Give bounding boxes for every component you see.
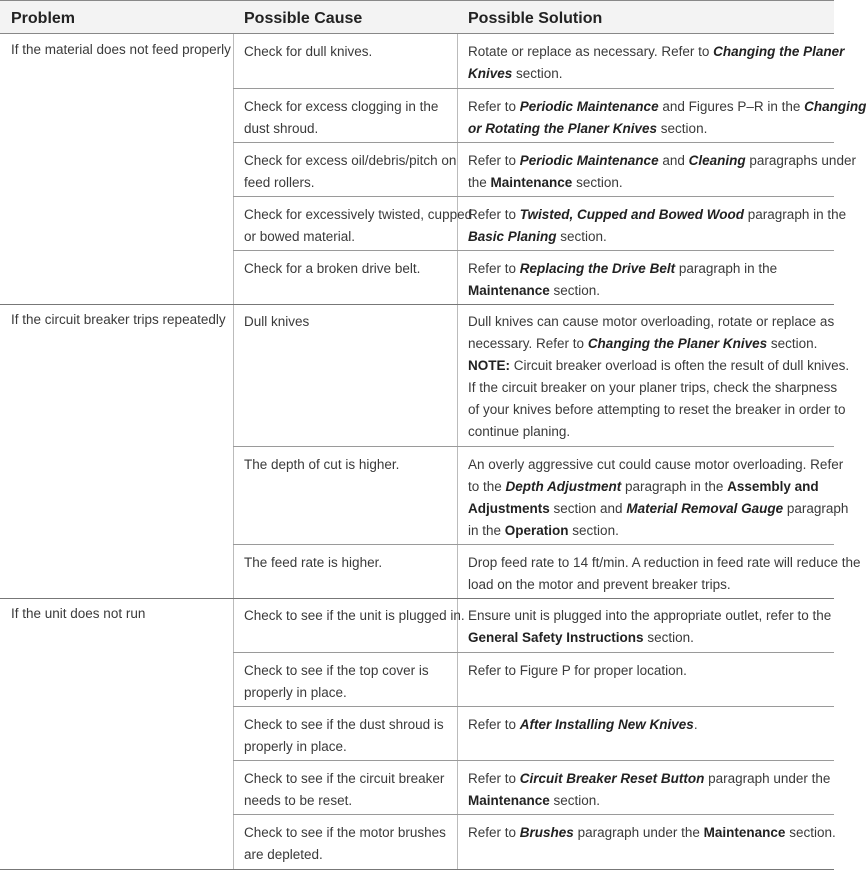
solution-text: Maintenance	[490, 175, 573, 190]
solution-text: section.	[549, 283, 601, 298]
solution-line	[468, 204, 847, 226]
possible-cause	[244, 660, 449, 704]
solution-text: section.	[568, 523, 619, 538]
solution-text: Drop feed rate to 14 ft/min. A reduction in feed rate will reduce the	[468, 555, 861, 570]
solution-text: Changing the Planer	[713, 44, 845, 59]
solution-line	[468, 311, 835, 333]
cause-line: Check to see if the dust shroud is	[244, 717, 444, 732]
cause-line: needs to be reset.	[244, 793, 353, 808]
solution-text: paragraph under the	[704, 771, 831, 786]
solution-text: Ensure unit is plugged into the appropriate outlet, refer to the	[468, 608, 832, 623]
group-divider	[0, 304, 834, 305]
solution-text: Dull knives can cause motor overloading, rotate or replace as	[468, 314, 835, 329]
possible-solution	[468, 96, 866, 140]
possible-solution	[468, 822, 836, 844]
cause-line: feed rollers.	[244, 175, 315, 190]
solution-text: Maintenance	[703, 825, 786, 840]
problem-label: If the circuit breaker trips repeatedly	[11, 312, 226, 327]
solution-text: Refer to	[468, 717, 520, 732]
cause-line: The depth of cut is higher.	[244, 457, 400, 472]
table-row	[233, 196, 847, 244]
table-row	[233, 814, 836, 862]
possible-solution	[468, 768, 831, 812]
solution-text: Material Removal Gauge	[626, 501, 784, 516]
solution-line	[468, 96, 866, 118]
cause-line: properly in place.	[244, 685, 347, 700]
cause-line: Check to see if the motor brushes	[244, 825, 446, 840]
solution-text: paragraphs under	[745, 153, 856, 168]
possible-cause	[244, 768, 449, 812]
solution-text: Changing the Planer Knives	[587, 336, 768, 351]
solution-line	[468, 118, 828, 140]
solution-text: After Installing New Knives	[519, 717, 694, 732]
cause-line: Check for excess clogging in the	[244, 99, 439, 114]
possible-solution	[468, 552, 861, 596]
solution-text: section and	[549, 501, 627, 516]
solution-text: section.	[643, 630, 694, 645]
solution-text: load on the motor and prevent breaker trips.	[468, 577, 731, 592]
solution-line	[468, 258, 828, 280]
solution-text: paragraph	[783, 501, 849, 516]
solution-line	[468, 520, 828, 542]
solution-text: to the	[468, 479, 506, 494]
solution-text: General Safety Instructions	[468, 630, 644, 645]
cause-line: The feed rate is higher.	[244, 555, 383, 570]
solution-text: Refer to	[468, 771, 520, 786]
solution-text: in the	[468, 523, 505, 538]
solution-text: Assembly and	[727, 479, 819, 494]
table-row	[233, 250, 834, 298]
solution-text: paragraph in the	[744, 207, 847, 222]
solution-line	[468, 768, 831, 790]
possible-solution	[468, 605, 832, 649]
possible-cause	[244, 454, 449, 476]
solution-text: and Figures P–R in the	[658, 99, 805, 114]
table-row	[233, 706, 834, 754]
solution-text: or Rotating the Planer Knives	[468, 121, 658, 136]
cause-line: Check for dull knives.	[244, 44, 373, 59]
cause-line: or bowed material.	[244, 229, 356, 244]
solution-line	[468, 399, 846, 421]
column-divider	[233, 34, 234, 869]
solution-line	[468, 377, 838, 399]
solution-text: section.	[785, 825, 836, 840]
solution-text: section.	[512, 66, 563, 81]
solution-line	[468, 421, 828, 443]
table-row	[233, 142, 856, 190]
possible-solution	[468, 204, 847, 248]
solution-text: Refer to	[468, 153, 520, 168]
solution-text: section.	[767, 336, 818, 351]
cause-line: properly in place.	[244, 739, 347, 754]
solution-text: Maintenance	[468, 793, 550, 808]
table-bottom-rule	[0, 869, 834, 870]
solution-text: Refer to Figure P for proper location.	[468, 663, 687, 678]
solution-text: Basic Planing	[468, 229, 557, 244]
possible-solution	[468, 660, 828, 682]
header-possible-solution: Possible Solution	[468, 10, 603, 27]
column-divider	[457, 34, 458, 869]
solution-text: .	[693, 717, 698, 732]
header-problem: Problem	[11, 10, 76, 27]
possible-cause	[244, 150, 457, 194]
solution-line	[468, 574, 828, 596]
solution-text: Operation	[504, 523, 569, 538]
solution-text: section.	[549, 793, 601, 808]
solution-text: Circuit Breaker Reset Button	[519, 771, 705, 786]
cause-line: Dull knives	[244, 314, 310, 329]
possible-cause	[244, 258, 449, 280]
solution-line	[468, 714, 828, 736]
header-possible-cause: Possible Cause	[244, 10, 363, 27]
solution-line	[468, 552, 861, 574]
solution-text: If the circuit breaker on your planer trips, check the sharpness	[468, 380, 838, 395]
possible-cause	[244, 552, 449, 574]
cause-line: Check for excess oil/debris/pitch on	[244, 153, 457, 168]
table-header	[0, 0, 834, 34]
solution-text: of your knives before attempting to reset the breaker in order to	[468, 402, 846, 417]
solution-text: Replacing the Drive Belt	[519, 261, 676, 276]
solution-line	[468, 226, 828, 248]
solution-text: paragraph in the	[675, 261, 778, 276]
solution-line	[468, 476, 828, 498]
possible-cause	[244, 605, 465, 627]
solution-text: Periodic Maintenance	[519, 99, 659, 114]
possible-solution	[468, 258, 828, 302]
table-row	[233, 446, 849, 538]
problem-label: If the unit does not run	[11, 606, 146, 621]
solution-text: the	[468, 175, 491, 190]
cause-line: Check to see if the top cover is	[244, 663, 429, 678]
possible-cause	[244, 714, 449, 758]
cause-line: Check for excessively twisted, cupped	[244, 207, 473, 222]
solution-line	[468, 454, 844, 476]
solution-text: Twisted, Cupped and Bowed Wood	[519, 207, 745, 222]
solution-text: paragraph under the	[573, 825, 704, 840]
solution-text: Refer to	[468, 261, 520, 276]
table-row	[233, 544, 861, 592]
cause-line: Check to see if the circuit breaker	[244, 771, 445, 786]
solution-text: Refer to	[468, 207, 520, 222]
solution-line	[468, 333, 828, 355]
solution-text: continue planing.	[468, 424, 571, 439]
solution-text: An overly aggressive cut could cause motor overloading. Refer	[468, 457, 844, 472]
cause-line: are depleted.	[244, 847, 323, 862]
solution-text: paragraph in the	[621, 479, 728, 494]
possible-cause	[244, 311, 449, 333]
table-row	[233, 652, 834, 700]
solution-line	[468, 660, 828, 682]
solution-line	[468, 822, 836, 844]
solution-text: Changing	[804, 99, 866, 114]
solution-text: Maintenance	[468, 283, 550, 298]
solution-text: Refer to	[468, 99, 520, 114]
solution-text: Knives	[468, 66, 513, 81]
solution-line	[468, 627, 828, 649]
solution-text: necessary. Refer to	[468, 336, 588, 351]
solution-text: Cleaning	[688, 153, 746, 168]
solution-text: section.	[572, 175, 623, 190]
solution-text: NOTE:	[468, 358, 510, 373]
possible-cause	[244, 822, 449, 866]
possible-solution	[468, 454, 849, 542]
solution-line	[468, 605, 832, 627]
solution-text: section.	[657, 121, 708, 136]
solution-text: Circuit breaker overload is often the result of dull knives.	[510, 358, 850, 373]
possible-solution	[468, 41, 845, 85]
solution-line	[468, 150, 856, 172]
table-row	[233, 88, 866, 136]
solution-line	[468, 280, 828, 302]
solution-line	[468, 498, 849, 520]
solution-text: section.	[556, 229, 607, 244]
solution-line	[468, 41, 845, 63]
solution-text: Brushes	[519, 825, 574, 840]
solution-text: Rotate or replace as necessary. Refer to	[468, 44, 714, 59]
solution-line	[468, 172, 828, 194]
possible-solution	[468, 150, 856, 194]
table-row	[233, 760, 834, 808]
solution-text: and	[658, 153, 689, 168]
solution-line	[468, 790, 828, 812]
solution-text: Depth Adjustment	[505, 479, 622, 494]
possible-cause	[244, 204, 473, 248]
possible-solution	[468, 311, 850, 443]
solution-line	[468, 355, 850, 377]
possible-solution	[468, 714, 828, 736]
solution-text: Adjustments	[468, 501, 550, 516]
solution-text: Periodic Maintenance	[519, 153, 659, 168]
cause-line: Check for a broken drive belt.	[244, 261, 421, 276]
possible-cause	[244, 96, 449, 140]
problem-label: If the material does not feed properly	[11, 42, 231, 57]
solution-text: Refer to	[468, 825, 520, 840]
possible-cause	[244, 41, 449, 63]
cause-line: Check to see if the unit is plugged in.	[244, 608, 465, 623]
group-divider	[0, 598, 834, 599]
solution-line	[468, 63, 828, 85]
cause-line: dust shroud.	[244, 121, 319, 136]
